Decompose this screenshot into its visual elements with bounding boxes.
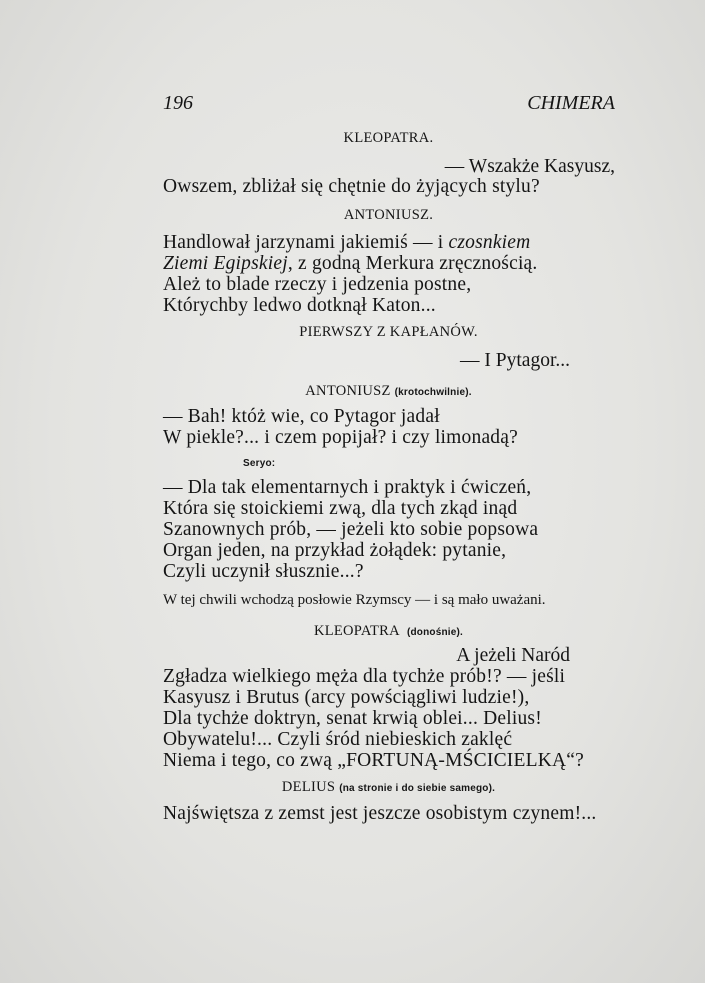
- verse-line: Zgładza wielkiego męża dla tychże prób!? — jeśli: [163, 666, 566, 687]
- verse-italic: Ziemi Egipskiej: [163, 253, 288, 274]
- verse-text: , z godną Merkura zręcznością.: [287, 253, 538, 274]
- speaker-name: [0, 623, 705, 640]
- verse-line: [163, 232, 530, 254]
- verse-line: Kasyusz i Brutus (arcy powściągliwi ludzie!),: [163, 687, 530, 708]
- speaker-name: ANTONIUSZ.: [343, 207, 434, 223]
- verse-line: Szanownych prób, — jeżeli kto sobie popsowa: [163, 519, 539, 540]
- running-title: CHIMERA: [527, 92, 615, 114]
- speaker-name: KLEOPATRA.: [343, 130, 434, 146]
- verse-line: Ależ to blade rzeczy i jedzenia postne,: [163, 274, 472, 295]
- speaker-name: [0, 779, 705, 796]
- stage-direction: (krotochwilnie).: [394, 387, 472, 398]
- verse-line: Organ jeden, na przykład żołądek: pytanie,: [163, 540, 507, 561]
- stage-direction: (na stronie i do siebie samego).: [339, 783, 496, 794]
- verse-line: Niema i tego, co zwą „FORTUNĄ-MŚCICIELKĄ“?: [163, 750, 584, 771]
- speaker-label: DELIUS: [281, 779, 336, 795]
- speaker-name: PIERWSZY Z KAPŁANÓW.: [299, 324, 478, 340]
- verse-line: A jeżeli Naród: [456, 645, 570, 666]
- speaker-name: [0, 383, 705, 400]
- page-number: 196: [163, 92, 193, 114]
- stage-direction: Seryo:: [243, 458, 276, 469]
- verse-line: — Wszakże Kasyusz,: [444, 156, 615, 177]
- stage-direction-line: W tej chwili wchodzą posłowie Rzymscy — i są mało uważani.: [163, 592, 546, 608]
- verse-line: Którychby ledwo dotknął Katon...: [163, 295, 436, 316]
- verse-line: — Dla tak elementarnych i praktyk i ćwiczeń,: [163, 477, 532, 498]
- verse-line: Która się stoickiemi zwą, dla tych zkąd inąd: [163, 498, 518, 519]
- verse-line: — Bah! któż wie, co Pytagor jadał: [163, 406, 440, 427]
- verse-line: Czyli uczynił słusznie...?: [163, 561, 364, 582]
- stage-direction: (donośnie).: [406, 627, 464, 638]
- verse-line: — I Pytagor...: [460, 350, 570, 371]
- verse-line: Obywatelu!... Czyli śród niebieskich zaklęć: [163, 729, 513, 750]
- verse-line: W piekle?... i czem popijał? i czy limonadą?: [163, 427, 518, 448]
- speaker-label: ANTONIUSZ: [305, 383, 391, 399]
- verse-line: Owszem, zbliżał się chętnie do żyjących stylu?: [163, 176, 540, 197]
- verse-line: [163, 253, 538, 275]
- verse-text: Handlował jarzynami jakiemiś — i: [163, 232, 449, 253]
- verse-italic: czosnkiem: [448, 232, 531, 253]
- verse-line: Najświętsza z zemst jest jeszcze osobistym czynem!...: [163, 803, 597, 824]
- verse-line: Dla tychże doktryn, senat krwią oblei... Delius!: [163, 708, 542, 729]
- speaker-label: KLEOPATRA: [313, 623, 400, 639]
